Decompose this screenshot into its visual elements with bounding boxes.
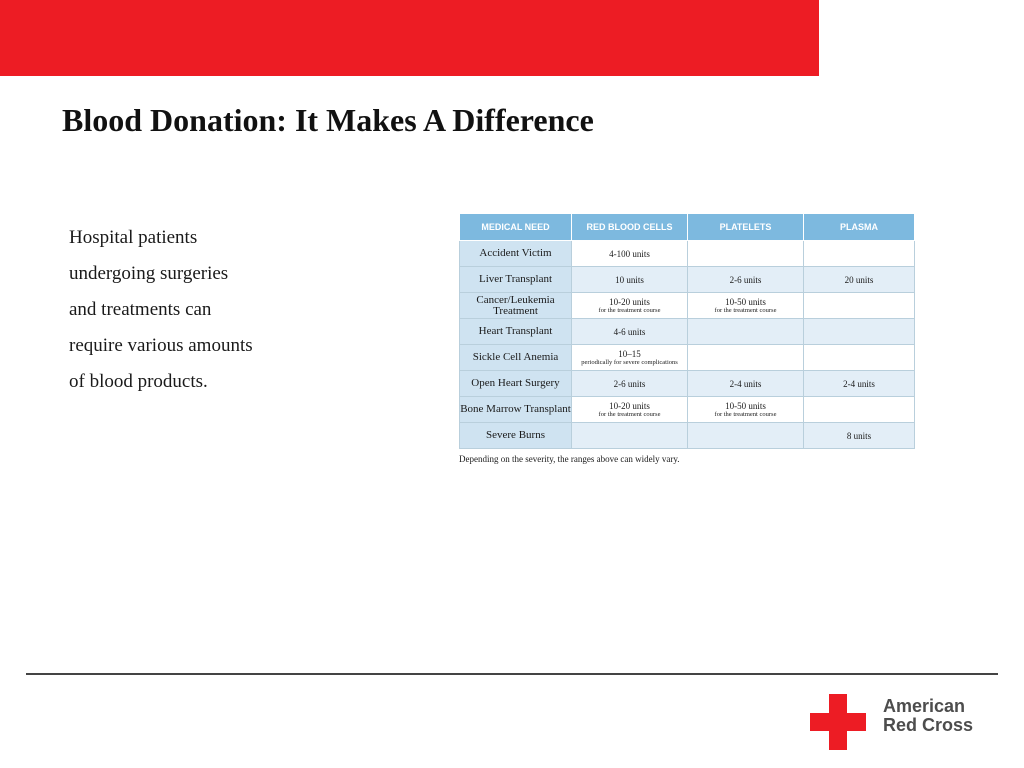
cell-value: 10-50 units [725,296,766,307]
table-body [460,241,915,449]
body-line: of blood products. [69,371,208,392]
body-line: and treatments can [69,299,212,320]
platelets-cell [688,345,804,371]
blood-needs-table-container [459,213,914,464]
rbc-cell [572,267,688,293]
cell-value: 2-6 units [729,274,762,285]
table-row [460,397,915,423]
platelets-cell [688,241,804,267]
logo-line-american: American [883,696,966,716]
cell-value: 2-4 units [729,378,762,389]
platelets-cell [688,423,804,449]
plasma-cell [804,319,915,345]
cell-note: for the treatment course [714,306,777,314]
medical-need-cell: Heart Transplant [460,319,572,345]
plasma-cell [804,267,915,293]
footer-divider [26,673,998,675]
table-row [460,423,915,449]
header-medical-need: MEDICAL NEED [460,214,572,241]
header-red-blood-cells: RED BLOOD CELLS [572,214,688,241]
platelets-cell [688,371,804,397]
cell-value: 20 units [844,274,874,285]
platelets-cell [688,319,804,345]
cell-value: 10-20 units [609,296,650,307]
slide-title: Blood Donation: It Makes A Difference [62,102,594,138]
cell-note: for the treatment course [598,410,661,418]
cell-value: 8 units [846,430,872,441]
medical-need-cell: Severe Burns [460,423,572,449]
platelets-cell [688,397,804,423]
plasma-cell [804,423,915,449]
medical-need-cell: Liver Transplant [460,267,572,293]
cell-note: for the treatment course [598,306,661,314]
rbc-cell [572,319,688,345]
american-red-cross-logo [810,694,990,752]
table-row [460,371,915,397]
table-row [460,319,915,345]
cell-value: 10-20 units [609,400,650,411]
cell-value: 10 units [615,274,644,285]
cell-value: 10-50 units [725,400,766,411]
blood-needs-table [459,213,915,449]
cell-note: periodically for severe complications [581,358,678,366]
rbc-cell [572,241,688,267]
rbc-cell [572,423,688,449]
header-plasma: PLASMA [804,214,915,241]
plasma-cell [804,397,915,423]
table-footnote: Depending on the severity, the ranges above can widely vary. [459,454,680,464]
table-row [460,293,915,319]
medical-need-cell: Open Heart Surgery [460,371,572,397]
plasma-cell [804,241,915,267]
body-line: require various amounts [69,335,253,356]
rbc-cell [572,345,688,371]
plasma-cell [804,345,915,371]
plasma-cell [804,293,915,319]
table-row [460,267,915,293]
top-red-banner [0,0,819,76]
cell-value: 4-6 units [613,326,646,337]
table-row [460,345,915,371]
cell-value: 4-100 units [609,248,650,259]
platelets-cell [688,267,804,293]
rbc-cell [572,293,688,319]
plasma-cell [804,371,915,397]
body-line: undergoing surgeries [69,263,229,284]
logo-wordmark [883,697,973,735]
cell-note: for the treatment course [714,410,777,418]
body-line: Hospital patients [69,227,198,248]
logo-line-red-cross: Red Cross [883,715,974,735]
cell-value: 2-6 units [613,378,646,389]
cell-value: 10–15 [618,348,641,359]
table-row [460,241,915,267]
medical-need-cell: Sickle Cell Anemia [460,345,572,371]
cell-value: 2-4 units [843,378,875,389]
rbc-cell [572,371,688,397]
header-platelets: PLATELETS [688,214,804,241]
red-cross-icon [810,694,866,750]
rbc-cell [572,397,688,423]
table-header-row [460,214,915,241]
medical-need-cell: Accident Victim [460,241,572,267]
medical-need-cell: Cancer/Leukemia Treatment [460,293,572,319]
medical-need-cell: Bone Marrow Transplant [460,397,572,423]
body-paragraph [69,220,309,400]
platelets-cell [688,293,804,319]
